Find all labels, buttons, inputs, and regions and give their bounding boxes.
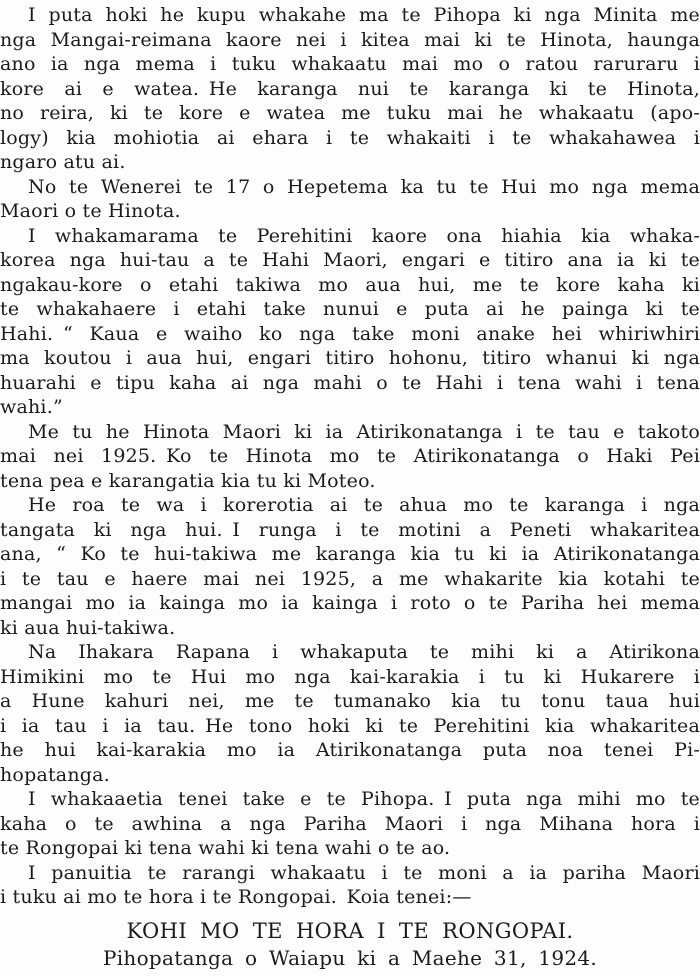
- text-line: he hui kai-karakia mo ia Atirikonatanga puta noa tenei Pi-: [0, 739, 700, 761]
- text-line: a Hune kahuri nei, me te tumanako kia tu tonu taua hui: [0, 690, 700, 712]
- text-line: no reira, ki te kore e watea me tuku mai he whakaatu (apo-: [0, 102, 700, 124]
- text-line: ngakau-kore o etahi takiwa mo aua hui, me te kore kaha ki: [0, 273, 700, 296]
- paragraph: [0, 224, 700, 420]
- section-subheading: Pihopatanga o Waiapu ki a Maehe 31, 1924.: [102, 945, 598, 970]
- text-line: huarahi e tipu kaha ai nga mahi o te Hahi i tena wahi i tena: [0, 371, 700, 394]
- text-line: i te tau e haere mai nei 1925, a me whakarite kia kotahi te: [0, 567, 700, 590]
- text-line: kore ai e watea. He karanga nui te karanga ki te Hinota,: [0, 77, 700, 100]
- text-line: ana, “ Ko te hui-takiwa me karanga kia tu ki ia Atirikonatanga: [0, 543, 700, 565]
- text-line: I puta hoki he kupu whakahe ma te Pihopa ki nga Minita me: [28, 4, 700, 26]
- text-line: logy) kia mohiotia ai ehara i te whakaiti i te whakahawea i: [0, 126, 700, 149]
- paragraph: [0, 787, 700, 861]
- text-line: wahi.”: [0, 396, 63, 418]
- text-line: Me tu he Hinota Maori ki ia Atirikonatanga i te tau e takoto: [28, 420, 700, 443]
- text-line: korea nga hui-tau a te Hahi Maori, engari e titiro ana ia ki te: [0, 249, 700, 271]
- text-line: te Rongopai ki tena wahi ki tena wahi o te ao.: [0, 837, 451, 859]
- text-line: tangata ki nga hui. I runga i te motini a Peneti whakaritea: [0, 518, 700, 541]
- text-line: Maori o te Hinota.: [0, 200, 181, 222]
- paragraph: [0, 640, 700, 787]
- text-line: Himikini mo te Hui mo nga kai-karakia i tu ki Hukarere i: [0, 665, 700, 688]
- text-line: Hahi. “ Kaua e waiho ko nga take moni anake hei whiriwhiri: [0, 322, 700, 345]
- paragraph: [0, 3, 700, 175]
- paragraph: [0, 175, 700, 224]
- paragraph: [0, 861, 700, 910]
- text-line: Na Ihakara Rapana i whakaputa te mihi ki a Atirikona: [28, 641, 700, 663]
- text-line: mangai mo ia kainga mo ia kainga i roto o te Pariha hei mema: [0, 592, 700, 614]
- text-line: nga Mangai-reimana kaore nei i kitea mai ki te Hinota, haunga: [0, 28, 700, 51]
- text-line: ki aua hui-takiwa.: [0, 616, 176, 639]
- text-line: te whakahaere i etahi take nunui e puta ai he painga ki te: [0, 298, 700, 320]
- text-line: I whakaaetia tenei take e te Pihopa. I puta nga mihi mo te: [28, 788, 700, 810]
- text-line: ngaro atu ai.: [0, 151, 126, 173]
- text-line: i ia tau i ia tau. He tono hoki ki te Perehitini kia whakaritea: [0, 714, 700, 737]
- text-line: No te Wenerei te 17 o Hepetema ka tu te Hui mo nga mema: [28, 175, 700, 198]
- paragraph: [0, 493, 700, 640]
- paragraph: [0, 420, 700, 494]
- text-line: I panuitia te rarangi whakaatu i te moni a ia pariha Maori: [28, 861, 700, 884]
- text-line: He roa te wa i korerotia ai te ahua mo te karanga i nga: [28, 494, 700, 516]
- text-line: hopatanga.: [0, 763, 110, 786]
- text-line: mai nei 1925. Ko te Hinota mo te Atirikonatanga o Haki Pei: [0, 445, 700, 467]
- text-line: I whakamarama te Perehitini kaore ona hiahia kia whaka-: [28, 224, 700, 247]
- text-line: ma koutou i aua hui, engari titiro hohonu, titiro whanui ki nga: [0, 347, 700, 369]
- text-line: kaha o te awhina a nga Pariha Maori i nga Mihana hora i: [0, 812, 700, 835]
- text-line: i tuku ai mo te hora i te Rongopai. Koia tenei:—: [0, 886, 472, 908]
- section-heading: KOHI MO TE HORA I TE RONGOPAI.: [126, 918, 574, 943]
- text-line: ano ia nga mema i tuku whakaatu mai mo o ratou raruraru i: [0, 53, 700, 75]
- text-line: tena pea e karangatia kia tu ki Moteo.: [0, 469, 376, 492]
